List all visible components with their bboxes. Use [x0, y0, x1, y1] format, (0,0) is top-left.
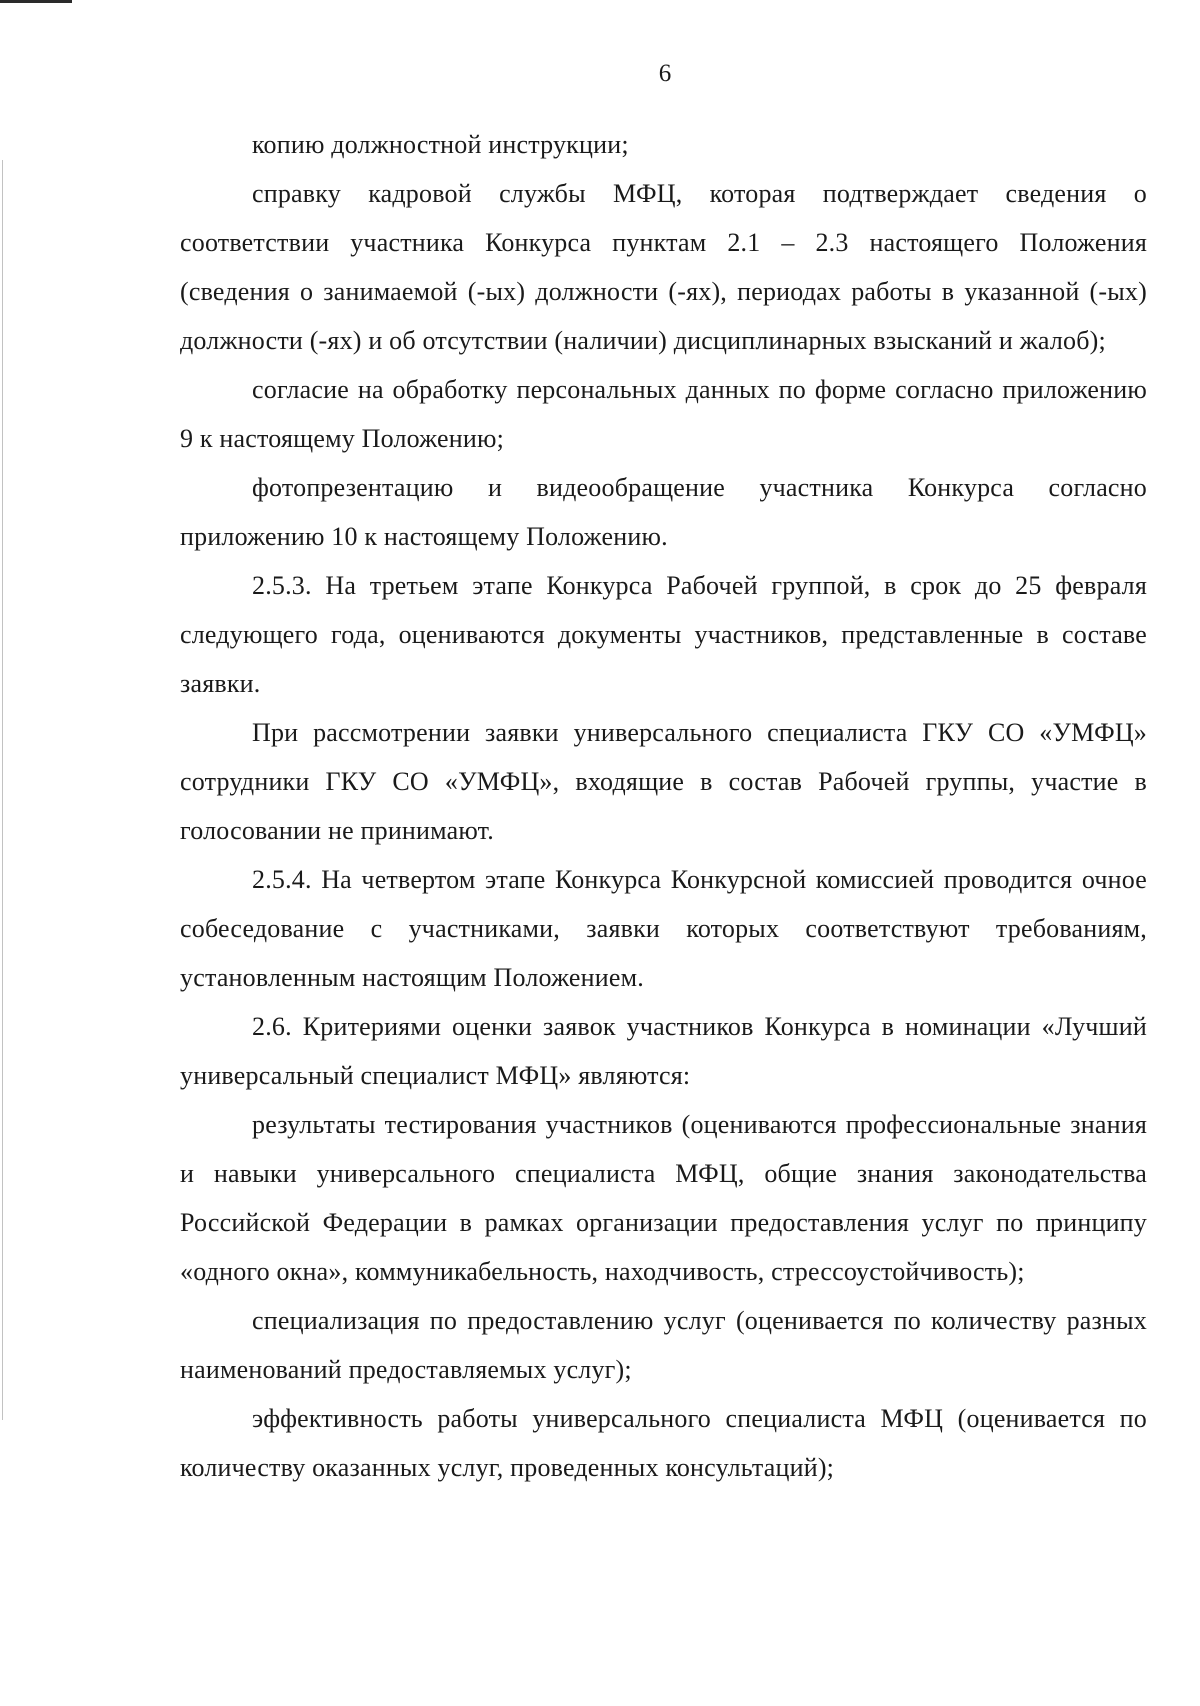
scan-artifact-edge — [2, 160, 3, 1420]
paragraph: 2.6. Критериями оценки заявок участников Конкурса в номинации «Лучший универсальный специалист МФЦ» являются: — [180, 1012, 1147, 1090]
paragraph: фотопрезентацию и видеообращение участника Конкурса согласно приложению 10 к настоящему Положению. — [180, 473, 1147, 551]
paragraph: специализация по предоставлению услуг (оценивается по количеству разных наименований предоставляемых услуг); — [180, 1306, 1147, 1384]
paragraph: 2.5.4. На четвертом этапе Конкурса Конкурсной комиссией проводится очное собеседование с участниками, заявки которых соответствуют требованиям, установленным настоящим Положением. — [180, 865, 1147, 992]
paragraph: 2.5.3. На третьем этапе Конкурса Рабочей группой, в срок до 25 февраля следующего года, оцениваются документы участников, представленные в составе заявки. — [180, 571, 1147, 698]
paragraph: При рассмотрении заявки универсального специалиста ГКУ СО «УМФЦ» сотрудники ГКУ СО «УМФЦ», входящие в состав Рабочей группы, участие в голосовании не принимают. — [180, 718, 1147, 845]
paragraph: справку кадровой службы МФЦ, которая подтверждает сведения о соответствии участника Конкурса пунктам 2.1 – 2.3 настоящего Положения (сведения о занимаемой (-ых) должности (-ях), периодах работы в указанной (-ых) должности (-ях) и об отсутствии (наличии) дисциплинарных взысканий и жалоб); — [180, 179, 1147, 355]
paragraph: копию должностной инструкции; — [252, 130, 629, 159]
page-number: 6 — [658, 60, 672, 87]
paragraph: эффективность работы универсального специалиста МФЦ (оценивается по количеству оказанных услуг, проведенных консультаций); — [180, 1404, 1147, 1482]
paragraph: результаты тестирования участников (оцениваются профессиональные знания и навыки универсального специалиста МФЦ, общие знания законодательства Российской Федерации в рамках организации предоставления услуг по принципу «одного окна», коммуникабельность, находчивость, стрессоустойчивость); — [180, 1110, 1147, 1286]
paragraph: согласие на обработку персональных данных по форме согласно приложению 9 к настоящему Положению; — [180, 375, 1147, 453]
scan-artifact-mark — [0, 0, 72, 3]
document-body — [180, 120, 1147, 1492]
